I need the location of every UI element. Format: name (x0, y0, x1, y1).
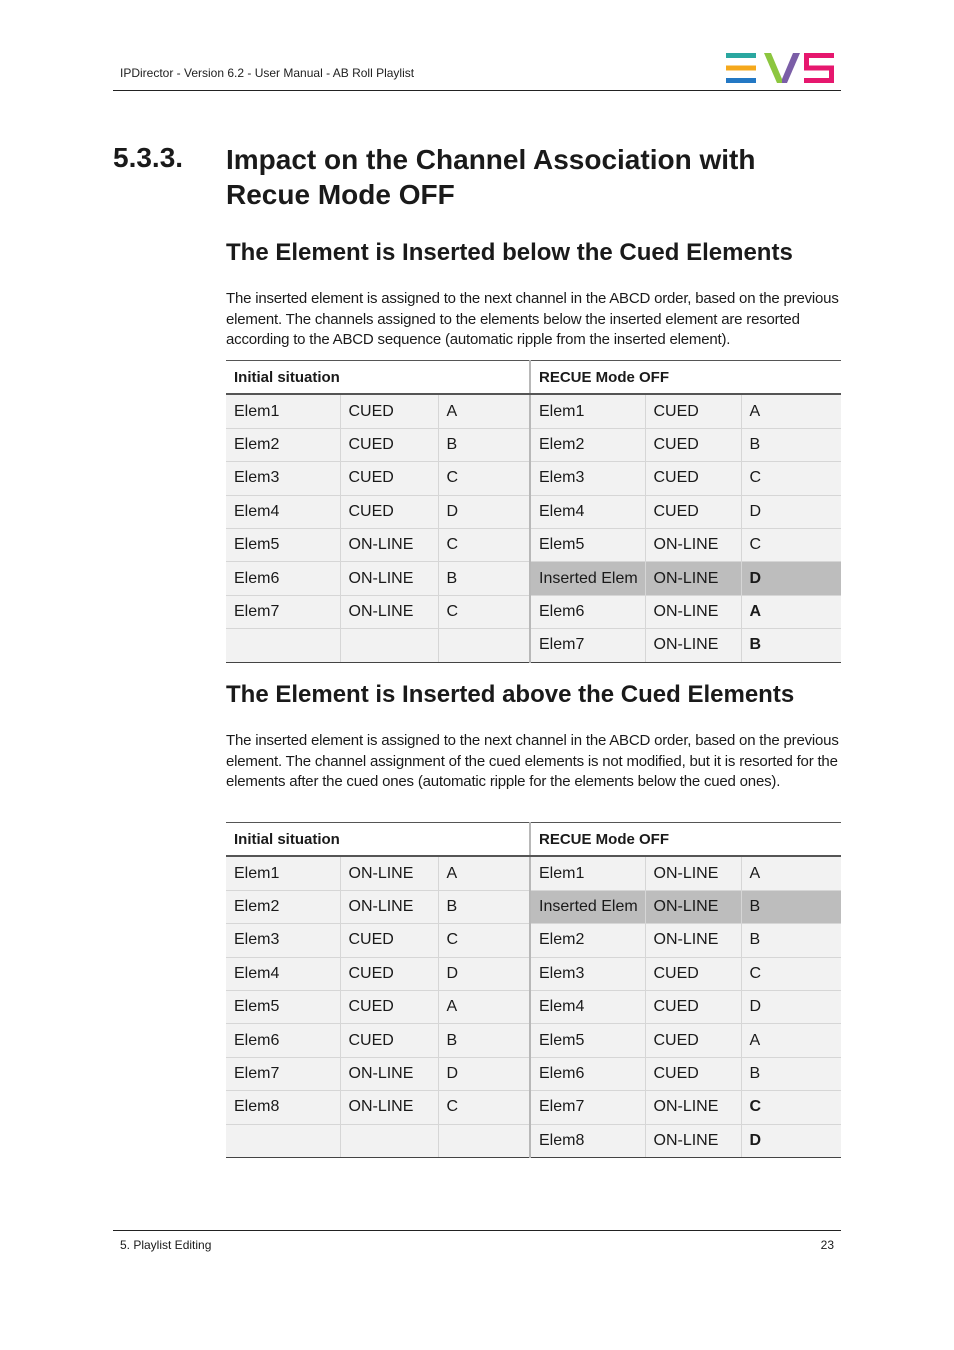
recue-channel-cell: D (741, 990, 841, 1023)
initial-element-cell: Elem6 (226, 562, 340, 595)
recue-channel-cell: B (741, 924, 841, 957)
channel-table-below (226, 360, 841, 663)
recue-element-cell: Elem1 (530, 394, 645, 428)
initial-element-cell: Elem3 (226, 924, 340, 957)
recue-status-cell: CUED (645, 957, 741, 990)
initial-status-cell (340, 1124, 438, 1157)
table-row (226, 629, 841, 662)
recue-channel-cell: D (741, 1124, 841, 1157)
initial-status-cell (340, 629, 438, 662)
recue-element-cell: Elem4 (530, 990, 645, 1023)
recue-mode-header: RECUE Mode OFF (530, 361, 841, 395)
table-row (226, 856, 841, 890)
table-row (226, 1091, 841, 1124)
section-number: 5.3.3. (113, 142, 184, 173)
initial-channel-cell: D (438, 495, 530, 528)
recue-status-cell: ON-LINE (645, 856, 741, 890)
table-row (226, 990, 841, 1023)
recue-channel-cell: B (741, 1057, 841, 1090)
initial-channel-cell: A (438, 990, 530, 1023)
recue-channel-cell: D (741, 495, 841, 528)
recue-channel-cell: B (741, 629, 841, 662)
recue-element-cell: Elem7 (530, 629, 645, 662)
footer-rule (113, 1230, 841, 1231)
initial-element-cell: Elem8 (226, 1091, 340, 1124)
initial-element-cell: Elem7 (226, 1057, 340, 1090)
subheading-above: The Element is Inserted above the Cued Elements (226, 681, 795, 708)
initial-status-cell: CUED (340, 428, 438, 461)
header-title: IPDirector - Version 6.2 - User Manual - AB Roll Playlist (120, 66, 415, 80)
recue-element-cell: Elem6 (530, 595, 645, 628)
table-row (226, 394, 841, 428)
recue-channel-cell: D (741, 562, 841, 595)
recue-status-cell: ON-LINE (645, 528, 741, 561)
initial-channel-cell: A (438, 394, 530, 428)
initial-channel-cell: D (438, 957, 530, 990)
initial-channel-cell: B (438, 428, 530, 461)
initial-element-cell: Elem4 (226, 957, 340, 990)
recue-channel-cell: C (741, 1091, 841, 1124)
initial-element-cell: Elem5 (226, 990, 340, 1023)
recue-status-cell: CUED (645, 495, 741, 528)
recue-element-cell: Elem5 (530, 1024, 645, 1057)
recue-channel-cell: C (741, 528, 841, 561)
initial-element-cell: Elem7 (226, 595, 340, 628)
initial-status-cell: CUED (340, 957, 438, 990)
initial-situation-header: Initial situation (226, 823, 530, 857)
table-row (226, 924, 841, 957)
recue-status-cell: CUED (645, 462, 741, 495)
subheading-below: The Element is Inserted below the Cued Elements (226, 239, 793, 266)
recue-element-cell: Elem5 (530, 528, 645, 561)
recue-status-cell: ON-LINE (645, 890, 741, 923)
footer-chapter: 5. Playlist Editing (120, 1238, 212, 1252)
recue-element-cell: Elem3 (530, 462, 645, 495)
initial-element-cell: Elem5 (226, 528, 340, 561)
initial-status-cell: CUED (340, 495, 438, 528)
initial-channel-cell: B (438, 1024, 530, 1057)
recue-element-cell: Elem3 (530, 957, 645, 990)
paragraph-above: The inserted element is assigned to the next channel in the ABCD order, based on the previous element. The channel assignment of the cued elements is not modified, but it is resorted for the elements after the cued ones (automatic ripple for the elements below the cued ones). (226, 732, 839, 790)
initial-status-cell: ON-LINE (340, 562, 438, 595)
recue-channel-cell: B (741, 428, 841, 461)
initial-channel-cell: D (438, 1057, 530, 1090)
initial-status-cell: CUED (340, 990, 438, 1023)
recue-channel-cell: A (741, 1024, 841, 1057)
initial-element-cell (226, 1124, 340, 1157)
initial-channel-cell: A (438, 856, 530, 890)
table-row (226, 890, 841, 923)
initial-element-cell: Elem3 (226, 462, 340, 495)
recue-status-cell: ON-LINE (645, 562, 741, 595)
initial-channel-cell (438, 1124, 530, 1157)
initial-element-cell (226, 629, 340, 662)
recue-status-cell: ON-LINE (645, 1091, 741, 1124)
recue-element-cell: Elem1 (530, 856, 645, 890)
table-row (226, 595, 841, 628)
initial-channel-cell: C (438, 595, 530, 628)
recue-element-cell: Elem7 (530, 1091, 645, 1124)
initial-status-cell: CUED (340, 462, 438, 495)
table-header-row (226, 361, 841, 395)
table-row (226, 495, 841, 528)
recue-channel-cell: C (741, 957, 841, 990)
initial-situation-header: Initial situation (226, 361, 530, 395)
initial-element-cell: Elem2 (226, 428, 340, 461)
initial-status-cell: ON-LINE (340, 890, 438, 923)
recue-channel-cell: A (741, 595, 841, 628)
recue-status-cell: ON-LINE (645, 595, 741, 628)
recue-element-cell: Elem8 (530, 1124, 645, 1157)
recue-status-cell: CUED (645, 394, 741, 428)
channel-table-above (226, 822, 841, 1158)
initial-status-cell: CUED (340, 394, 438, 428)
recue-element-cell: Elem6 (530, 1057, 645, 1090)
recue-element-cell: Elem2 (530, 428, 645, 461)
initial-channel-cell: C (438, 1091, 530, 1124)
recue-element-cell: Elem4 (530, 495, 645, 528)
initial-status-cell: CUED (340, 924, 438, 957)
recue-status-cell: CUED (645, 990, 741, 1023)
table-row (226, 1057, 841, 1090)
initial-status-cell: CUED (340, 1024, 438, 1057)
initial-channel-cell: C (438, 528, 530, 561)
initial-element-cell: Elem1 (226, 856, 340, 890)
section-title: Impact on the Channel Association with Recue Mode OFF (226, 144, 756, 210)
initial-channel-cell: B (438, 562, 530, 595)
paragraph-below: The inserted element is assigned to the next channel in the ABCD order, based on the previous element. The channels assigned to the elements below the inserted element are resorted according to the ABCD sequence (automatic ripple from the inserted element). (226, 290, 839, 348)
recue-element-cell: Inserted Elem (530, 890, 645, 923)
table-header-row (226, 823, 841, 857)
header-rule (113, 90, 841, 91)
recue-status-cell: ON-LINE (645, 924, 741, 957)
initial-element-cell: Elem2 (226, 890, 340, 923)
table-row (226, 1124, 841, 1157)
recue-status-cell: CUED (645, 1024, 741, 1057)
recue-channel-cell: B (741, 890, 841, 923)
initial-element-cell: Elem4 (226, 495, 340, 528)
recue-element-cell: Inserted Elem (530, 562, 645, 595)
table-row (226, 562, 841, 595)
recue-channel-cell: A (741, 856, 841, 890)
initial-status-cell: ON-LINE (340, 1057, 438, 1090)
recue-status-cell: ON-LINE (645, 629, 741, 662)
page-number: 23 (820, 1238, 834, 1252)
table-row (226, 1024, 841, 1057)
initial-channel-cell: C (438, 924, 530, 957)
initial-channel-cell (438, 629, 530, 662)
table-row (226, 462, 841, 495)
recue-status-cell: CUED (645, 428, 741, 461)
recue-mode-header: RECUE Mode OFF (530, 823, 841, 857)
recue-channel-cell: A (741, 394, 841, 428)
table-row (226, 428, 841, 461)
initial-channel-cell: C (438, 462, 530, 495)
recue-status-cell: ON-LINE (645, 1124, 741, 1157)
initial-channel-cell: B (438, 890, 530, 923)
evs-logo (726, 53, 834, 83)
initial-status-cell: ON-LINE (340, 856, 438, 890)
recue-status-cell: CUED (645, 1057, 741, 1090)
initial-element-cell: Elem1 (226, 394, 340, 428)
recue-element-cell: Elem2 (530, 924, 645, 957)
table-row (226, 528, 841, 561)
table-row (226, 957, 841, 990)
initial-status-cell: ON-LINE (340, 528, 438, 561)
initial-status-cell: ON-LINE (340, 1091, 438, 1124)
recue-channel-cell: C (741, 462, 841, 495)
initial-element-cell: Elem6 (226, 1024, 340, 1057)
initial-status-cell: ON-LINE (340, 595, 438, 628)
